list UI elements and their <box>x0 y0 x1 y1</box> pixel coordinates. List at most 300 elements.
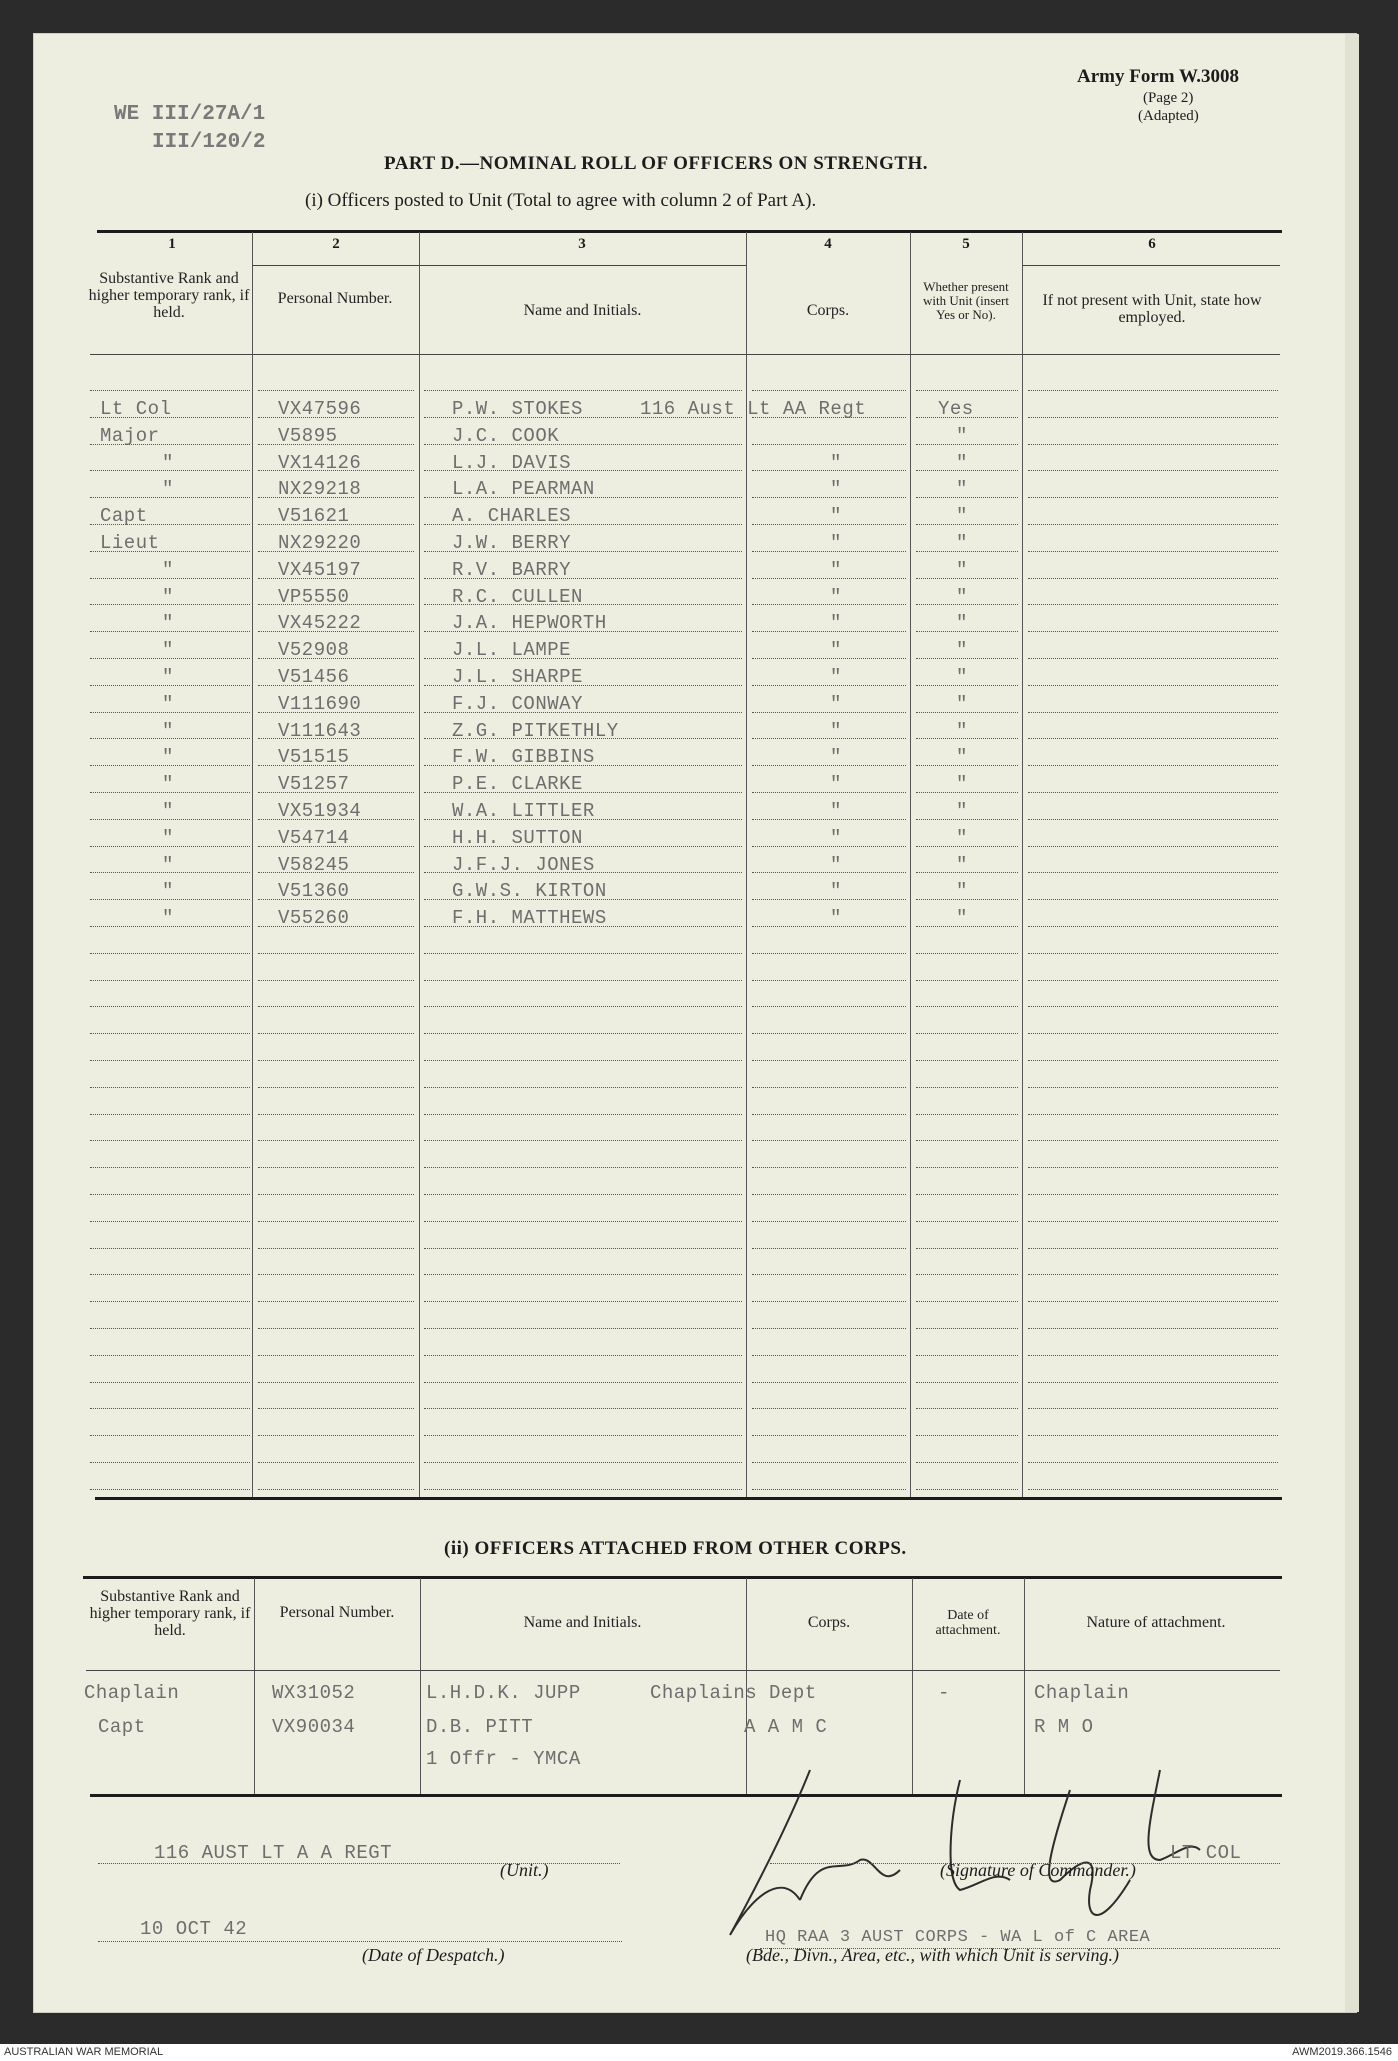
cell-present: " <box>956 612 968 634</box>
ruled-line <box>424 497 742 498</box>
ruled-line <box>916 1248 1018 1249</box>
ruled-line <box>916 390 1018 391</box>
ruled-line <box>90 1355 250 1356</box>
cell-corps: " <box>830 666 842 688</box>
ruled-line <box>258 551 414 552</box>
ruled-line <box>752 1194 906 1195</box>
cell-rank: " <box>162 666 174 688</box>
serving-value: HQ RAA 3 AUST CORPS - WA L of C AREA <box>765 1928 1151 1947</box>
ruled-line <box>752 631 906 632</box>
ruled-line <box>752 390 906 391</box>
ruled-line <box>916 1435 1018 1436</box>
ruled-line <box>916 524 1018 525</box>
ruled-line <box>752 1060 906 1061</box>
cell-rank: " <box>162 559 174 581</box>
ruled-line <box>1028 1248 1278 1249</box>
column-divider <box>420 1578 421 1795</box>
cell-present: " <box>956 746 968 768</box>
ruled-line <box>258 1221 414 1222</box>
cell-corps: " <box>830 827 842 849</box>
ruled-line <box>752 1355 906 1356</box>
ruled-line <box>424 631 742 632</box>
ruled-line <box>90 1087 250 1088</box>
cell-corps: " <box>830 612 842 634</box>
cell-rank: " <box>162 639 174 661</box>
ruled-line <box>258 444 414 445</box>
ruled-line <box>1028 980 1278 981</box>
column-number: 6 <box>1148 236 1156 252</box>
ruled-line <box>1028 1087 1278 1088</box>
ruled-line <box>752 604 906 605</box>
ruled-line <box>424 738 742 739</box>
ruled-line <box>916 685 1018 686</box>
ruled-line <box>258 738 414 739</box>
reference-number-1: WE III/27A/1 <box>114 103 266 126</box>
ruled-line <box>1028 604 1278 605</box>
ruled-line <box>752 1167 906 1168</box>
cell-rank: " <box>162 612 174 634</box>
cell-corps: " <box>830 478 842 500</box>
cell-corps: " <box>830 773 842 795</box>
cell-number: VP5550 <box>278 586 350 608</box>
ruled-line <box>752 444 906 445</box>
header-personal-number: Personal Number. <box>277 290 393 307</box>
reference-number-2: III/120/2 <box>152 131 266 154</box>
ruled-line <box>752 1033 906 1034</box>
ruled-line <box>916 497 1018 498</box>
cell-rank: Capt <box>98 1716 146 1738</box>
cell-present: " <box>956 773 968 795</box>
ruled-line <box>916 1274 1018 1275</box>
ruled-line <box>752 417 906 418</box>
ruled-line <box>1028 578 1278 579</box>
cell-number: V111643 <box>278 720 362 742</box>
ruled-line <box>90 1033 250 1034</box>
ruled-line <box>752 899 906 900</box>
ruled-line <box>90 551 250 552</box>
ruled-line <box>90 1408 250 1409</box>
ruled-line <box>258 1194 414 1195</box>
header-corps: Corps. <box>806 302 850 319</box>
ruled-line <box>1028 1114 1278 1115</box>
cell-corps: " <box>830 586 842 608</box>
form-page: (Page 2) <box>1143 90 1194 106</box>
column-number: 4 <box>824 236 832 252</box>
ruled-line <box>1028 1033 1278 1034</box>
ruled-line <box>1028 765 1278 766</box>
ruled-line <box>752 578 906 579</box>
ruled-line <box>916 1167 1018 1168</box>
ruled-line <box>90 1274 250 1275</box>
cell-present: " <box>956 827 968 849</box>
ruled-line <box>916 899 1018 900</box>
cell-present: " <box>956 880 968 902</box>
ruled-line <box>424 1140 742 1141</box>
ruled-line <box>916 1194 1018 1195</box>
ruled-line <box>1028 1328 1278 1329</box>
cell-number: VX47596 <box>278 398 362 420</box>
ruled-line <box>1028 1462 1278 1463</box>
cell-rank: Lt Col <box>100 398 172 420</box>
ruled-line <box>90 470 250 471</box>
ruled-line <box>1028 551 1278 552</box>
ruled-line <box>90 1328 250 1329</box>
archive-name: AUSTRALIAN WAR MEMORIAL <box>4 2046 164 2058</box>
ruled-line <box>90 926 250 927</box>
ruled-line <box>916 470 1018 471</box>
ruled-line <box>1028 872 1278 873</box>
cell-present: " <box>956 907 968 929</box>
ruled-line <box>90 497 250 498</box>
ruled-line <box>258 1114 414 1115</box>
ruled-line <box>1028 1006 1278 1007</box>
ruled-line <box>424 1221 742 1222</box>
ruled-line <box>424 953 742 954</box>
attached-header-rule <box>86 1670 1280 1671</box>
column-divider <box>910 232 911 1497</box>
ruled-line <box>916 1140 1018 1141</box>
ruled-line <box>258 765 414 766</box>
cell-present: " <box>956 800 968 822</box>
cell-rank: " <box>162 720 174 742</box>
ruled-line <box>916 551 1018 552</box>
ruled-line <box>90 578 250 579</box>
ruled-line <box>752 980 906 981</box>
ruled-line <box>258 470 414 471</box>
header-name: Name and Initials. <box>523 302 642 319</box>
ruled-line <box>424 1274 742 1275</box>
ruled-line <box>424 1462 742 1463</box>
ruled-line <box>90 819 250 820</box>
cell-rank: " <box>162 907 174 929</box>
cell-number: NX29220 <box>278 532 362 554</box>
cell-corps: " <box>830 559 842 581</box>
unit-label: (Unit.) <box>500 1860 549 1880</box>
column-divider <box>252 232 253 1497</box>
ruled-line <box>752 819 906 820</box>
cell-rank: Major <box>100 425 160 447</box>
cell-present: " <box>956 854 968 876</box>
cell-corps: " <box>830 505 842 527</box>
ruled-line <box>424 604 742 605</box>
ruled-line <box>258 1006 414 1007</box>
archive-footer <box>0 2044 1398 2061</box>
ruled-line <box>424 819 742 820</box>
ruled-line <box>916 1033 1018 1034</box>
column-divider <box>254 1578 255 1795</box>
ruled-line <box>916 819 1018 820</box>
cell-name: J.A. HEPWORTH <box>452 612 607 634</box>
ruled-line <box>424 872 742 873</box>
ruled-line <box>752 1140 906 1141</box>
ruled-line <box>90 685 250 686</box>
header-bottom-rule <box>90 354 1280 355</box>
cell-corps: " <box>830 907 842 929</box>
cell-nature: Chaplain <box>1034 1682 1130 1704</box>
cell-rank: " <box>162 746 174 768</box>
ruled-line <box>90 1462 250 1463</box>
table-bottom-rule <box>95 1497 1282 1500</box>
cell-name: J.L. LAMPE <box>452 639 572 661</box>
ruled-line <box>752 926 906 927</box>
attached-header-date: Date of attachment. <box>935 1608 1001 1638</box>
ruled-line <box>424 470 742 471</box>
commander-signature <box>720 1760 1240 1940</box>
cell-name: J.C. COOK <box>452 425 560 447</box>
ruled-line <box>424 899 742 900</box>
ruled-line <box>752 551 906 552</box>
ruled-line <box>916 1489 1018 1490</box>
ruled-line <box>424 712 742 713</box>
ruled-line <box>90 712 250 713</box>
ruled-line <box>916 1328 1018 1329</box>
ruled-line <box>752 1087 906 1088</box>
ruled-line <box>258 899 414 900</box>
ruled-line <box>90 1382 250 1383</box>
ruled-line <box>424 926 742 927</box>
cell-corps: " <box>830 880 842 902</box>
ruled-line <box>90 604 250 605</box>
ruled-line <box>424 658 742 659</box>
ruled-line <box>916 444 1018 445</box>
cell-name: P.E. CLARKE <box>452 773 583 795</box>
cell-number: V111690 <box>278 693 362 715</box>
cell-name: F.H. MATTHEWS <box>452 907 607 929</box>
commander-rank: LT COL <box>1170 1842 1242 1864</box>
ruled-line <box>752 1328 906 1329</box>
ruled-line <box>258 712 414 713</box>
ruled-line <box>752 712 906 713</box>
ruled-line <box>752 1006 906 1007</box>
cell-date: - <box>938 1682 950 1704</box>
ruled-line <box>1028 1140 1278 1141</box>
ruled-line <box>752 1114 906 1115</box>
cell-name: P.W. STOKES <box>452 398 583 420</box>
ruled-line <box>424 792 742 793</box>
cell-present: Yes <box>938 398 974 420</box>
ruled-line <box>1028 926 1278 927</box>
ruled-line <box>752 846 906 847</box>
ruled-line <box>258 1489 414 1490</box>
commander-label: (Signature of Commander.) <box>940 1860 1136 1880</box>
cell-number: V51360 <box>278 880 350 902</box>
cell-number: VX45222 <box>278 612 362 634</box>
ruled-line <box>90 1060 250 1061</box>
ruled-line <box>258 1060 414 1061</box>
ruled-line <box>1028 792 1278 793</box>
ruled-line <box>1028 417 1278 418</box>
ruled-line <box>424 551 742 552</box>
attached-header-number: Personal Number. <box>279 1604 395 1621</box>
ruled-line <box>752 685 906 686</box>
ruled-line <box>90 1489 250 1490</box>
cell-present: " <box>956 666 968 688</box>
cell-rank: Capt <box>100 505 148 527</box>
ruled-line <box>258 631 414 632</box>
ruled-line <box>258 792 414 793</box>
ruled-line <box>424 685 742 686</box>
ruled-line <box>424 1167 742 1168</box>
ruled-line <box>90 1301 250 1302</box>
ruled-line <box>90 1248 250 1249</box>
cell-name: R.C. CULLEN <box>452 586 583 608</box>
ruled-line <box>752 953 906 954</box>
cell-number: VX45197 <box>278 559 362 581</box>
ruled-line <box>1028 1489 1278 1490</box>
ruled-line <box>916 658 1018 659</box>
ruled-line <box>916 765 1018 766</box>
ruled-line <box>752 658 906 659</box>
form-sheet <box>34 34 1356 2012</box>
cell-corps: " <box>830 720 842 742</box>
ruled-line <box>90 738 250 739</box>
ruled-line <box>752 497 906 498</box>
ruled-line <box>752 524 906 525</box>
cell-number: VX51934 <box>278 800 362 822</box>
ruled-line <box>424 1435 742 1436</box>
cell-name: H.H. SUTTON <box>452 827 583 849</box>
ruled-line <box>258 872 414 873</box>
cell-corps: " <box>830 854 842 876</box>
ruled-line <box>1028 658 1278 659</box>
ruled-line <box>1028 1382 1278 1383</box>
cell-present: " <box>956 693 968 715</box>
ruled-line <box>916 872 1018 873</box>
ruled-line <box>424 1087 742 1088</box>
ruled-line <box>752 872 906 873</box>
cell-rank: " <box>162 586 174 608</box>
ruled-line <box>90 1435 250 1436</box>
cell-number: V54714 <box>278 827 350 849</box>
cell-corps: " <box>830 746 842 768</box>
cell-present: " <box>956 478 968 500</box>
ruled-line <box>916 1382 1018 1383</box>
ruled-line <box>424 417 742 418</box>
ruled-line <box>916 1301 1018 1302</box>
cell-nature: R M O <box>1034 1716 1094 1738</box>
ruled-line <box>424 1114 742 1115</box>
ruled-line <box>1028 712 1278 713</box>
ruled-line <box>916 1006 1018 1007</box>
ruled-line <box>258 685 414 686</box>
ruled-line <box>1028 1355 1278 1356</box>
ruled-line <box>1028 899 1278 900</box>
ruled-line <box>424 390 742 391</box>
cell-name: J.F.J. JONES <box>452 854 595 876</box>
cell-present: " <box>956 452 968 474</box>
ruled-line <box>424 524 742 525</box>
ruled-line <box>1028 524 1278 525</box>
ruled-line <box>258 1248 414 1249</box>
cell-name: L.J. DAVIS <box>452 452 572 474</box>
ruled-line <box>916 980 1018 981</box>
cell-rank: Chaplain <box>84 1682 180 1704</box>
ruled-line <box>258 1087 414 1088</box>
header-present: Whether present with Unit (insert Yes or No). <box>923 279 1009 322</box>
cell-name: F.W. GIBBINS <box>452 746 595 768</box>
cell-name: D.B. PITT <box>426 1716 534 1738</box>
table-top-rule <box>97 230 1282 233</box>
ruled-line <box>424 980 742 981</box>
ruled-line <box>90 631 250 632</box>
ruled-line <box>752 765 906 766</box>
cell-rank: " <box>162 880 174 902</box>
cell-number: V55260 <box>278 907 350 929</box>
ruled-line <box>90 1114 250 1115</box>
ruled-line <box>1028 685 1278 686</box>
ruled-line <box>1028 1060 1278 1061</box>
ruled-line <box>1028 1435 1278 1436</box>
attached-header-nature: Nature of attachment. <box>1086 1614 1226 1631</box>
cell-corps: " <box>830 800 842 822</box>
ruled-line <box>1028 846 1278 847</box>
attached-header-corps: Corps. <box>807 1614 851 1631</box>
ruled-line <box>1028 1221 1278 1222</box>
ruled-line <box>916 1355 1018 1356</box>
ruled-line <box>1028 631 1278 632</box>
cell-number: V5895 <box>278 425 338 447</box>
ruled-line <box>258 658 414 659</box>
ruled-line <box>752 1408 906 1409</box>
ruled-line <box>1028 444 1278 445</box>
cell-present: " <box>956 505 968 527</box>
ruled-line <box>258 1033 414 1034</box>
ruled-line <box>752 1221 906 1222</box>
ruled-line <box>752 1382 906 1383</box>
cell-name: L.H.D.K. JUPP <box>426 1682 581 1704</box>
cell-present: " <box>956 720 968 742</box>
cell-number: VX14126 <box>278 452 362 474</box>
ruled-line <box>90 765 250 766</box>
cell-number: VX90034 <box>272 1716 356 1738</box>
cell-corps: " <box>830 693 842 715</box>
cell-name: R.V. BARRY <box>452 559 572 581</box>
ruled-line <box>752 1462 906 1463</box>
ruled-line <box>424 1355 742 1356</box>
ruled-line <box>90 1194 250 1195</box>
ruled-line <box>90 980 250 981</box>
column-number: 3 <box>578 236 586 252</box>
ruled-line <box>1028 497 1278 498</box>
ruled-line <box>258 953 414 954</box>
column-divider <box>746 232 747 1497</box>
column-number: 5 <box>962 236 970 252</box>
cell-number: V51456 <box>278 666 350 688</box>
ruled-line <box>258 980 414 981</box>
column-number: 2 <box>332 236 340 252</box>
header-rank: Substantive Rank and higher temporary rank, if held. <box>88 270 250 321</box>
attached-header-name: Name and Initials. <box>523 1614 642 1631</box>
cell-corps: Chaplains Dept <box>650 1682 817 1704</box>
cell-rank: " <box>162 854 174 876</box>
ruled-line <box>258 578 414 579</box>
ruled-line <box>916 604 1018 605</box>
ruled-line <box>90 1006 250 1007</box>
part-d-subtitle: (i) Officers posted to Unit (Total to agree with column 2 of Part A). <box>305 190 817 211</box>
cell-name: F.J. CONWAY <box>452 693 583 715</box>
cell-present: " <box>956 532 968 554</box>
ruled-line <box>90 390 250 391</box>
cell-present: " <box>956 559 968 581</box>
ruled-line <box>916 1462 1018 1463</box>
ruled-line <box>916 1060 1018 1061</box>
ruled-line <box>258 604 414 605</box>
ruled-line <box>1028 1301 1278 1302</box>
ruled-line <box>424 846 742 847</box>
cell-number: V51257 <box>278 773 350 795</box>
ruled-line <box>258 846 414 847</box>
ruled-line <box>258 1301 414 1302</box>
